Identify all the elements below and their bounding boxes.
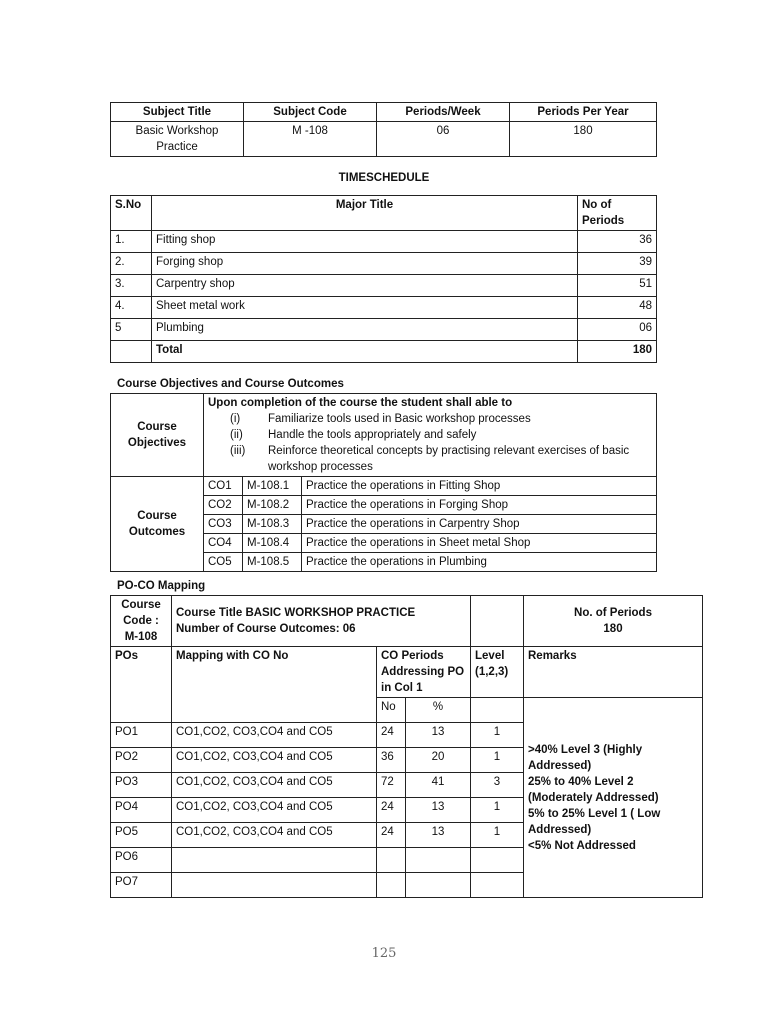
number-of-outcomes: Number of Course Outcomes: 06	[176, 623, 356, 635]
periods-label: No. of Periods	[574, 607, 652, 619]
major-title-header: Major Title	[152, 196, 578, 231]
periods-year: 180	[510, 122, 657, 157]
row-title: Forging shop	[152, 253, 578, 275]
pos-header: POs	[111, 647, 172, 723]
objectives-label: Course Objectives	[111, 394, 204, 477]
objective-text: Handle the tools appropriately and safely	[268, 429, 477, 441]
co-code: M-108.2	[243, 496, 302, 515]
list-item	[208, 427, 652, 443]
po-no	[377, 873, 406, 898]
po-level: 1	[471, 748, 524, 773]
row-title: Sheet metal work	[152, 297, 578, 319]
row-periods: 06	[578, 319, 657, 341]
po-level: 3	[471, 773, 524, 798]
objectives-intro: Upon completion of the course the student shall able to	[208, 397, 513, 409]
row-periods: 36	[578, 231, 657, 253]
co-text: Practice the operations in Forging Shop	[302, 496, 657, 515]
outcomes-label: Course Outcomes	[111, 477, 204, 572]
objective-text: Familiarize tools used in Basic workshop processes	[268, 413, 531, 425]
remark-level-3: >40% Level 3 (Highly Addressed)	[528, 743, 643, 772]
co-id: CO5	[204, 553, 243, 572]
page-number: 125	[371, 946, 397, 961]
periods-week-header: Periods/Week	[377, 103, 510, 122]
co-text: Practice the operations in Fitting Shop	[302, 477, 657, 496]
po-level: 1	[471, 823, 524, 848]
po-mapping: CO1,CO2, CO3,CO4 and CO5	[172, 823, 377, 848]
po-mapping: CO1,CO2, CO3,CO4 and CO5	[172, 723, 377, 748]
periods-header: No of Periods	[578, 196, 657, 231]
level-subheader-empty	[471, 698, 524, 723]
timeschedule-heading: TIMESCHEDULE	[338, 172, 430, 184]
remarks-cell	[524, 698, 703, 898]
co-code: M-108.3	[243, 515, 302, 534]
table-row	[111, 275, 657, 297]
subject-title-header: Subject Title	[111, 103, 244, 122]
po-level	[471, 873, 524, 898]
total-empty-cell	[111, 341, 152, 363]
row-sno: 4.	[111, 297, 152, 319]
table-row	[111, 319, 657, 341]
po-id: PO5	[111, 823, 172, 848]
objectives-cell	[204, 394, 657, 477]
po-no: 36	[377, 748, 406, 773]
row-sno: 2.	[111, 253, 152, 275]
po-id: PO6	[111, 848, 172, 873]
co-code: M-108.5	[243, 553, 302, 572]
pct-subheader: %	[406, 698, 471, 723]
subject-code-header: Subject Code	[244, 103, 377, 122]
row-title: Carpentry shop	[152, 275, 578, 297]
po-no: 24	[377, 723, 406, 748]
total-row	[111, 341, 657, 363]
po-co-mapping-table	[110, 595, 703, 898]
po-id: PO2	[111, 748, 172, 773]
subject-table	[110, 102, 657, 157]
po-pct	[406, 873, 471, 898]
course-title-cell	[172, 596, 471, 647]
po-id: PO3	[111, 773, 172, 798]
po-level: 1	[471, 798, 524, 823]
course-objectives-heading: Course Objectives and Course Outcomes	[117, 378, 344, 390]
po-id: PO4	[111, 798, 172, 823]
po-pct: 13	[406, 798, 471, 823]
row-sno: 5	[111, 319, 152, 341]
objective-text: Reinforce theoretical concepts by practising relevant exercises of basic workshop processes	[268, 445, 630, 473]
subject-code: M -108	[244, 122, 377, 157]
objective-number: (iii)	[230, 445, 246, 457]
table-row	[111, 231, 657, 253]
course-code-cell: Course Code : M-108	[111, 596, 172, 647]
row-periods: 48	[578, 297, 657, 319]
row-periods: 51	[578, 275, 657, 297]
po-mapping	[172, 873, 377, 898]
remarks-header: Remarks	[524, 647, 703, 698]
periods-week: 06	[377, 122, 510, 157]
row-sno: 1.	[111, 231, 152, 253]
row-sno: 3.	[111, 275, 152, 297]
total-label: Total	[152, 341, 578, 363]
remark-not-addressed: <5% Not Addressed	[528, 839, 636, 852]
po-co-mapping-heading: PO-CO Mapping	[117, 580, 206, 592]
po-no: 24	[377, 823, 406, 848]
course-outcomes-table	[110, 393, 657, 572]
co-periods-header: CO Periods Addressing PO in Col 1	[377, 647, 471, 698]
co-id: CO1	[204, 477, 243, 496]
row-title: Fitting shop	[152, 231, 578, 253]
periods-value: 180	[603, 623, 623, 635]
co-text: Practice the operations in Plumbing	[302, 553, 657, 572]
po-id: PO7	[111, 873, 172, 898]
po-pct: 13	[406, 823, 471, 848]
po-pct: 20	[406, 748, 471, 773]
list-item	[208, 443, 652, 475]
list-item	[208, 411, 652, 427]
remark-level-1: 5% to 25% Level 1 ( Low Addressed)	[528, 807, 661, 836]
co-text: Practice the operations in Sheet metal Shop	[302, 534, 657, 553]
co-code: M-108.1	[243, 477, 302, 496]
po-no	[377, 848, 406, 873]
schedule-table	[110, 195, 657, 363]
row-title: Plumbing	[152, 319, 578, 341]
co-id: CO2	[204, 496, 243, 515]
remark-level-2: 25% to 40% Level 2 (Moderately Addressed)	[528, 775, 659, 804]
periods-year-header: Periods Per Year	[510, 103, 657, 122]
row-periods: 39	[578, 253, 657, 275]
po-pct: 13	[406, 723, 471, 748]
po-mapping: CO1,CO2, CO3,CO4 and CO5	[172, 748, 377, 773]
table-row	[111, 477, 657, 496]
po-mapping	[172, 848, 377, 873]
co-id: CO4	[204, 534, 243, 553]
no-subheader: No	[377, 698, 406, 723]
sno-header: S.No	[111, 196, 152, 231]
po-level	[471, 848, 524, 873]
po-mapping: CO1,CO2, CO3,CO4 and CO5	[172, 773, 377, 798]
po-pct: 41	[406, 773, 471, 798]
po-id: PO1	[111, 723, 172, 748]
co-id: CO3	[204, 515, 243, 534]
objective-number: (i)	[230, 413, 241, 425]
level-header: Level (1,2,3)	[471, 647, 524, 698]
po-level: 1	[471, 723, 524, 748]
mapping-header: Mapping with CO No	[172, 647, 377, 723]
periods-cell	[524, 596, 703, 647]
po-no: 72	[377, 773, 406, 798]
po-mapping: CO1,CO2, CO3,CO4 and CO5	[172, 798, 377, 823]
table-row	[111, 297, 657, 319]
po-pct	[406, 848, 471, 873]
co-text: Practice the operations in Carpentry Shop	[302, 515, 657, 534]
po-no: 24	[377, 798, 406, 823]
empty-header-cell	[471, 596, 524, 647]
co-code: M-108.4	[243, 534, 302, 553]
subject-title: Basic Workshop Practice	[111, 122, 244, 157]
objective-number: (ii)	[230, 429, 243, 441]
total-value: 180	[578, 341, 657, 363]
table-row	[111, 253, 657, 275]
course-title: Course Title BASIC WORKSHOP PRACTICE	[176, 607, 416, 619]
